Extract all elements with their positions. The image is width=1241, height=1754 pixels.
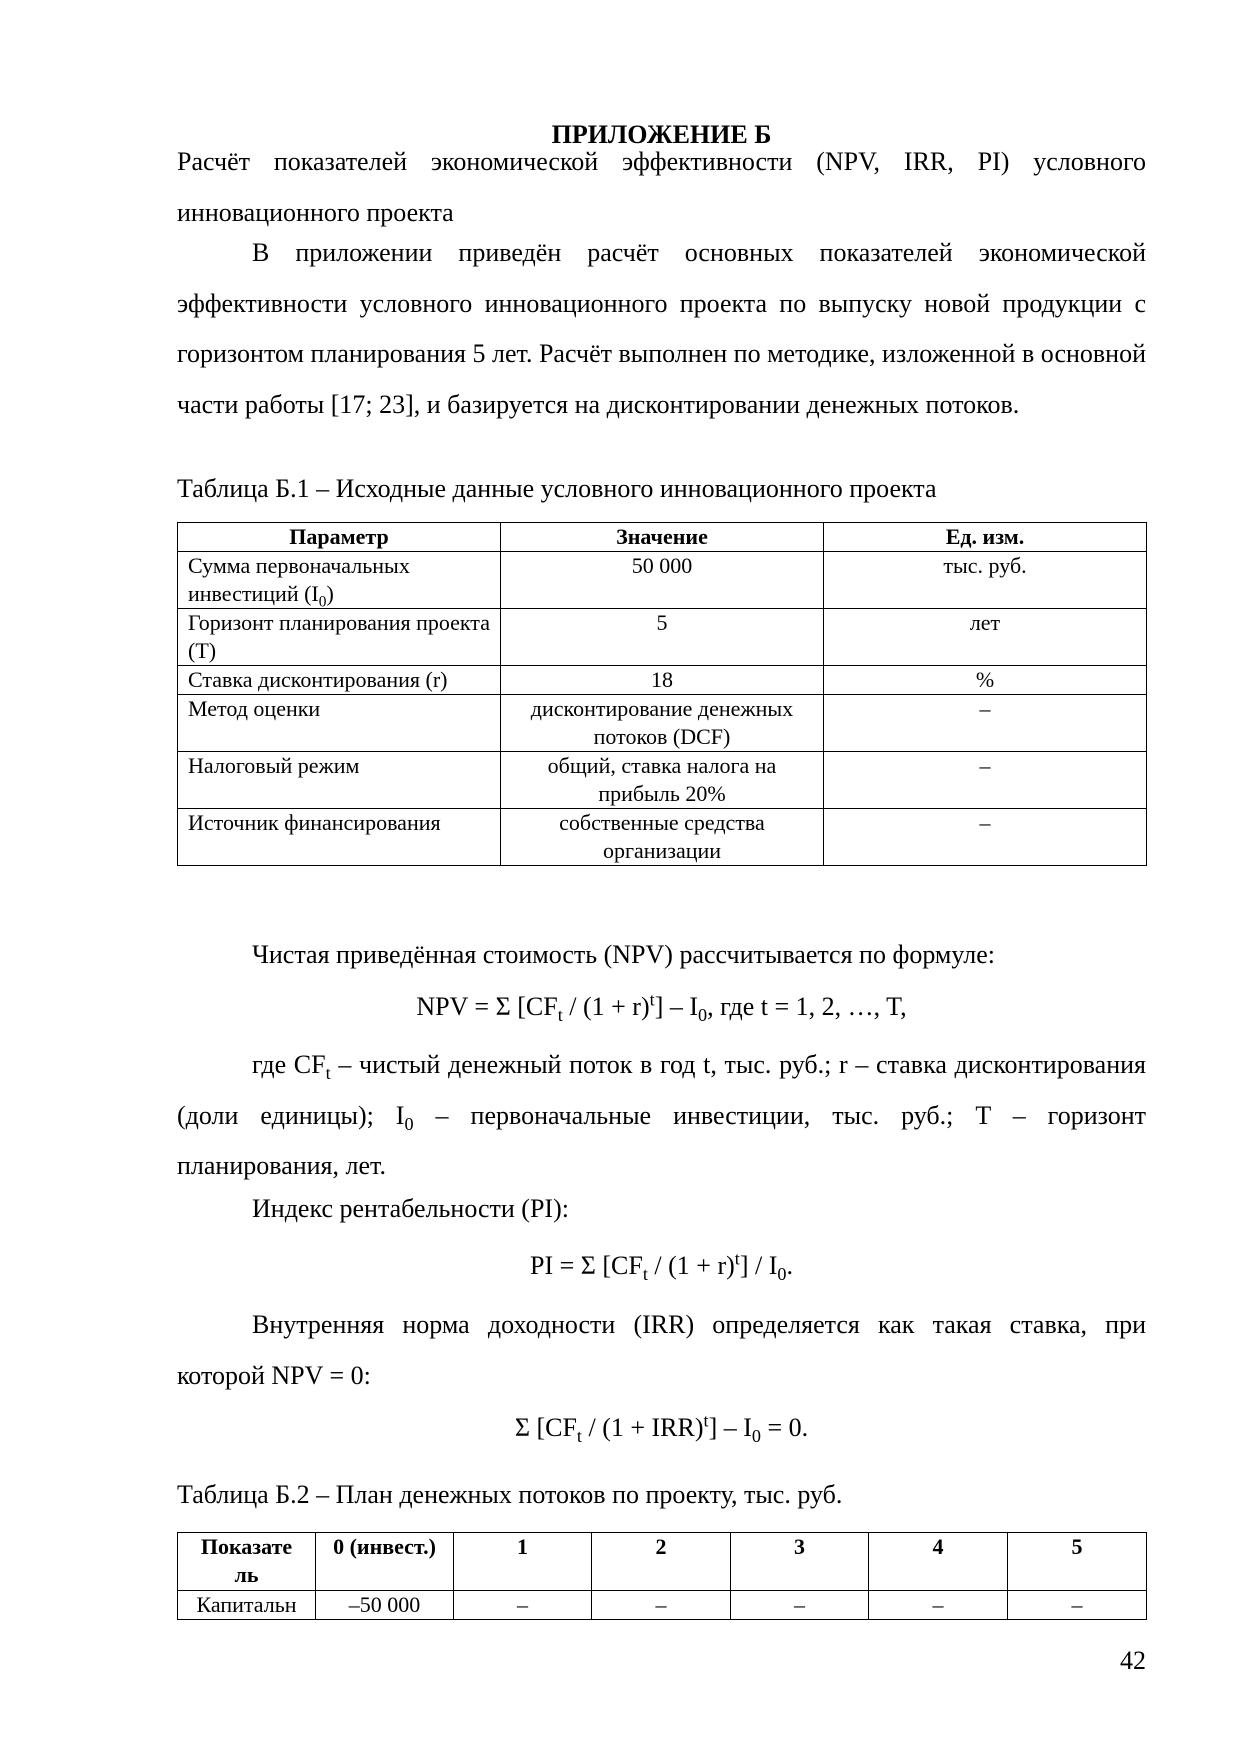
value-cell: 5 — [501, 609, 824, 666]
table-row — [178, 552, 1147, 609]
column-header: 2 — [592, 1533, 731, 1591]
value-cell: –50 000 — [316, 1591, 454, 1620]
param-cell: Источник финансирования — [178, 809, 501, 866]
column-header: 1 — [454, 1533, 592, 1591]
irr-intro: Внутренняя норма доходности (IRR) определяется как такая ставка, при которой NPV = 0: — [177, 1310, 1146, 1390]
row-label-cell: Капитальн — [178, 1591, 316, 1620]
param-cell: Налоговый режим — [178, 752, 501, 809]
value-cell: 50 000 — [501, 552, 824, 609]
pi-intro: Индекс рентабельности (PI): — [252, 1194, 569, 1223]
value-cell: дисконтирование денежных потоков (DCF) — [501, 695, 824, 752]
cash-flow-table — [177, 1532, 1147, 1620]
irr-formula: Σ $[CF_t / (1 + IRR)^t] - I_0 = 0$. — [514, 1410, 809, 1447]
npv-intro: Чистая приведённая стоимость (NPV) рассчитывается по формуле: — [252, 940, 995, 969]
column-header: 3 — [731, 1533, 869, 1591]
value-cell: – — [731, 1591, 869, 1620]
column-header: 5 — [1008, 1533, 1147, 1591]
value-cell: – — [1008, 1591, 1147, 1620]
value-cell: 18 — [501, 666, 824, 695]
value-cell: – — [592, 1591, 731, 1620]
table-row — [178, 609, 1147, 666]
unit-cell: лет — [824, 609, 1147, 666]
column-header: Показате ль — [178, 1533, 316, 1591]
unit-cell: – — [824, 809, 1147, 866]
intro-paragraph: В приложении приведён расчёт основных показателей экономической эффективности условного инновационного проекта по выпуску новой продукции с горизонтом планирования 5 лет. Расчёт выполнен по методике, изложенной в основной части работы [17; 23], и базируется на дисконтировании денежных потоков. — [177, 238, 1146, 419]
formula-legend: где $CF_t$ – чистый денежный поток в год t, тыс. руб.; r – ставка дисконтирования (доли единицы); $I_0$ – первоначальные инвестиции, тыс. руб.; T – горизонт планирования, лет. — [177, 1050, 1147, 1180]
table-header-row — [178, 1533, 1147, 1591]
table2-caption: Таблица Б.2 – План денежных потоков по проекту, тыс. руб. — [177, 1480, 843, 1509]
column-header: Значение — [501, 523, 824, 552]
page-number: 42 — [1120, 1646, 1146, 1675]
unit-cell: тыс. руб. — [824, 552, 1147, 609]
unit-cell: – — [824, 695, 1147, 752]
table-header-row — [178, 523, 1147, 552]
column-header: 0 (инвест.) — [316, 1533, 454, 1591]
column-header: Ед. изм. — [824, 523, 1147, 552]
value-cell: – — [454, 1591, 592, 1620]
pi-formula: PI = Σ $[CF_t / (1 + r)^t] / I_0$. — [529, 1248, 793, 1285]
value-cell: общий, ставка налога на прибыль 20% — [501, 752, 824, 809]
appendix-subtitle: Расчёт показателей экономической эффективности (NPV, IRR, PI) условного инновационного проекта — [177, 147, 1146, 227]
table-row — [178, 809, 1147, 866]
table-row — [178, 1591, 1147, 1620]
table1-caption: Таблица Б.1 – Исходные данные условного инновационного проекта — [177, 474, 937, 503]
npv-formula: NPV = Σ $[CF_t / (1 + r)^t] - I_0$, где t = 1, 2, …, T, — [416, 989, 907, 1026]
param-cell: Сумма первоначальных инвестиций $(I_0)$ — [178, 552, 501, 609]
column-header: 4 — [869, 1533, 1008, 1591]
value-cell: собственные средства организации — [501, 809, 824, 866]
unit-cell: – — [824, 752, 1147, 809]
appendix-heading: ПРИЛОЖЕНИЕ Б — [551, 120, 772, 149]
param-cell: Горизонт планирования проекта (T) — [178, 609, 501, 666]
param-cell: Метод оценки — [178, 695, 501, 752]
unit-cell: % — [824, 666, 1147, 695]
column-header: Параметр — [178, 523, 501, 552]
value-cell: – — [869, 1591, 1008, 1620]
initial-data-table — [177, 522, 1147, 866]
param-cell: Ставка дисконтирования (r) — [178, 666, 501, 695]
table-row — [178, 666, 1147, 695]
table-row — [178, 695, 1147, 752]
table-row — [178, 752, 1147, 809]
